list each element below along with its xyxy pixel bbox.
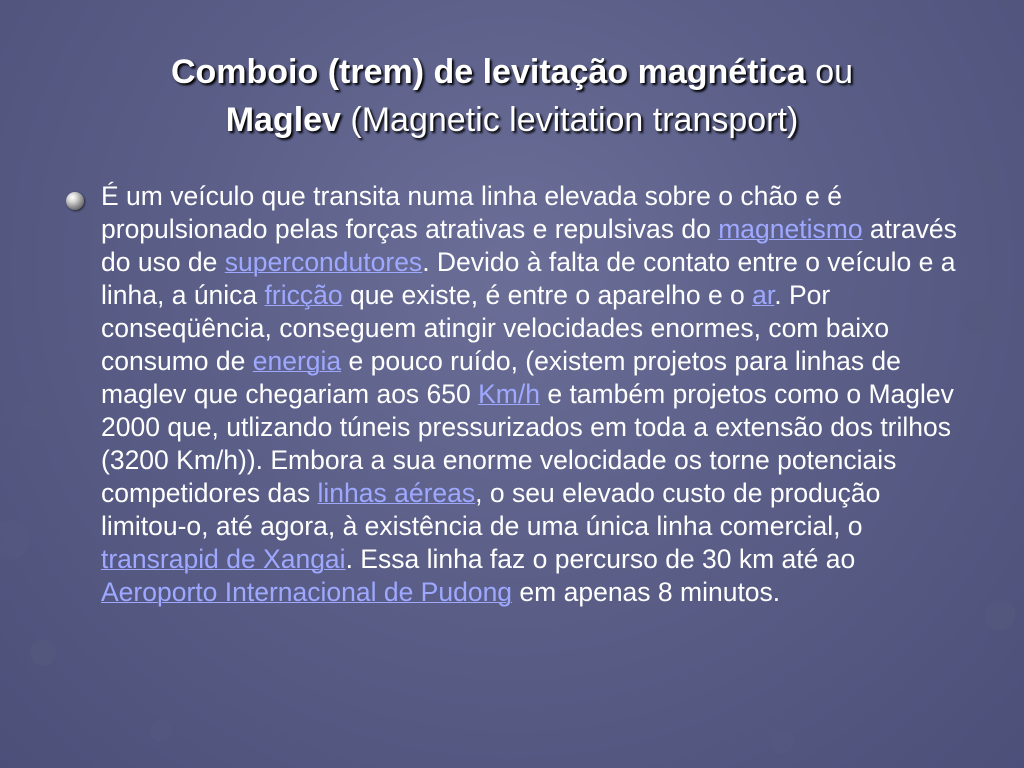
body-text: e pouco ruído, (existem projetos para linhas de maglev que chegariam aos 650 xyxy=(101,346,901,409)
decorative-circle xyxy=(770,730,794,754)
link-fric-o[interactable]: fricção xyxy=(264,280,343,310)
link-transrapid-de-xangai[interactable]: transrapid de Xangai xyxy=(101,544,346,574)
title-line2-normal: (Magnetic levitation transport) xyxy=(340,101,799,139)
decorative-circle xyxy=(150,720,172,742)
slide-title xyxy=(60,48,964,144)
decorative-circle xyxy=(20,400,50,430)
link-aeroporto-internacional-de-pudong[interactable]: Aeroporto Internacional de Pudong xyxy=(101,577,513,607)
link-km-h[interactable]: Km/h xyxy=(478,379,540,409)
link-magnetismo[interactable]: magnetismo xyxy=(718,214,863,244)
body-paragraph xyxy=(101,180,966,609)
decorative-circle xyxy=(0,520,30,560)
decorative-circle xyxy=(870,20,888,38)
body-text: . Devido à falta de contato entre o veículo e a linha, a única xyxy=(101,247,956,310)
title-line1-normal: ou xyxy=(805,53,854,91)
body-text: , o seu elevado custo de produção limitou-o, até agora, à existência de uma única linha comercial, o xyxy=(101,478,881,541)
bullet-item xyxy=(66,180,966,609)
title-line2-bold: Maglev xyxy=(225,101,341,139)
body-text: através do uso de xyxy=(101,214,957,277)
decorative-circle xyxy=(985,600,1015,630)
link-energia[interactable]: energia xyxy=(252,346,342,376)
slide-content xyxy=(66,180,966,609)
title-line1-bold: Comboio (trem) de levitação magnética xyxy=(170,53,806,91)
decorative-circle xyxy=(980,160,1006,186)
body-text: e também projetos como o Maglev 2000 que, utlizando túneis pressurizados em toda a extensão dos trilhos (3200 Km/h)). Embora a sua enorme velocidade os torne potenciais competidores das xyxy=(101,379,954,508)
link-supercondutores[interactable]: supercondutores xyxy=(224,247,423,277)
link-linhas-a-reas[interactable]: linhas aéreas xyxy=(317,478,476,508)
body-text: que existe, é entre o aparelho e o xyxy=(342,280,753,310)
body-text: É um veículo que transita numa linha elevada sobre o chão e é propulsionado pelas forças atrativas e repulsivas do xyxy=(101,181,842,244)
sphere-bullet-icon xyxy=(66,192,84,210)
body-text: . Essa linha faz o percurso de 30 km até ao xyxy=(345,544,856,574)
link-ar[interactable]: ar xyxy=(752,280,775,310)
body-text: em apenas 8 minutos. xyxy=(512,577,781,607)
decorative-circle xyxy=(30,640,56,666)
body-text: . Por conseqüência, conseguem atingir velocidades enormes, com baixo consumo de xyxy=(101,280,890,376)
